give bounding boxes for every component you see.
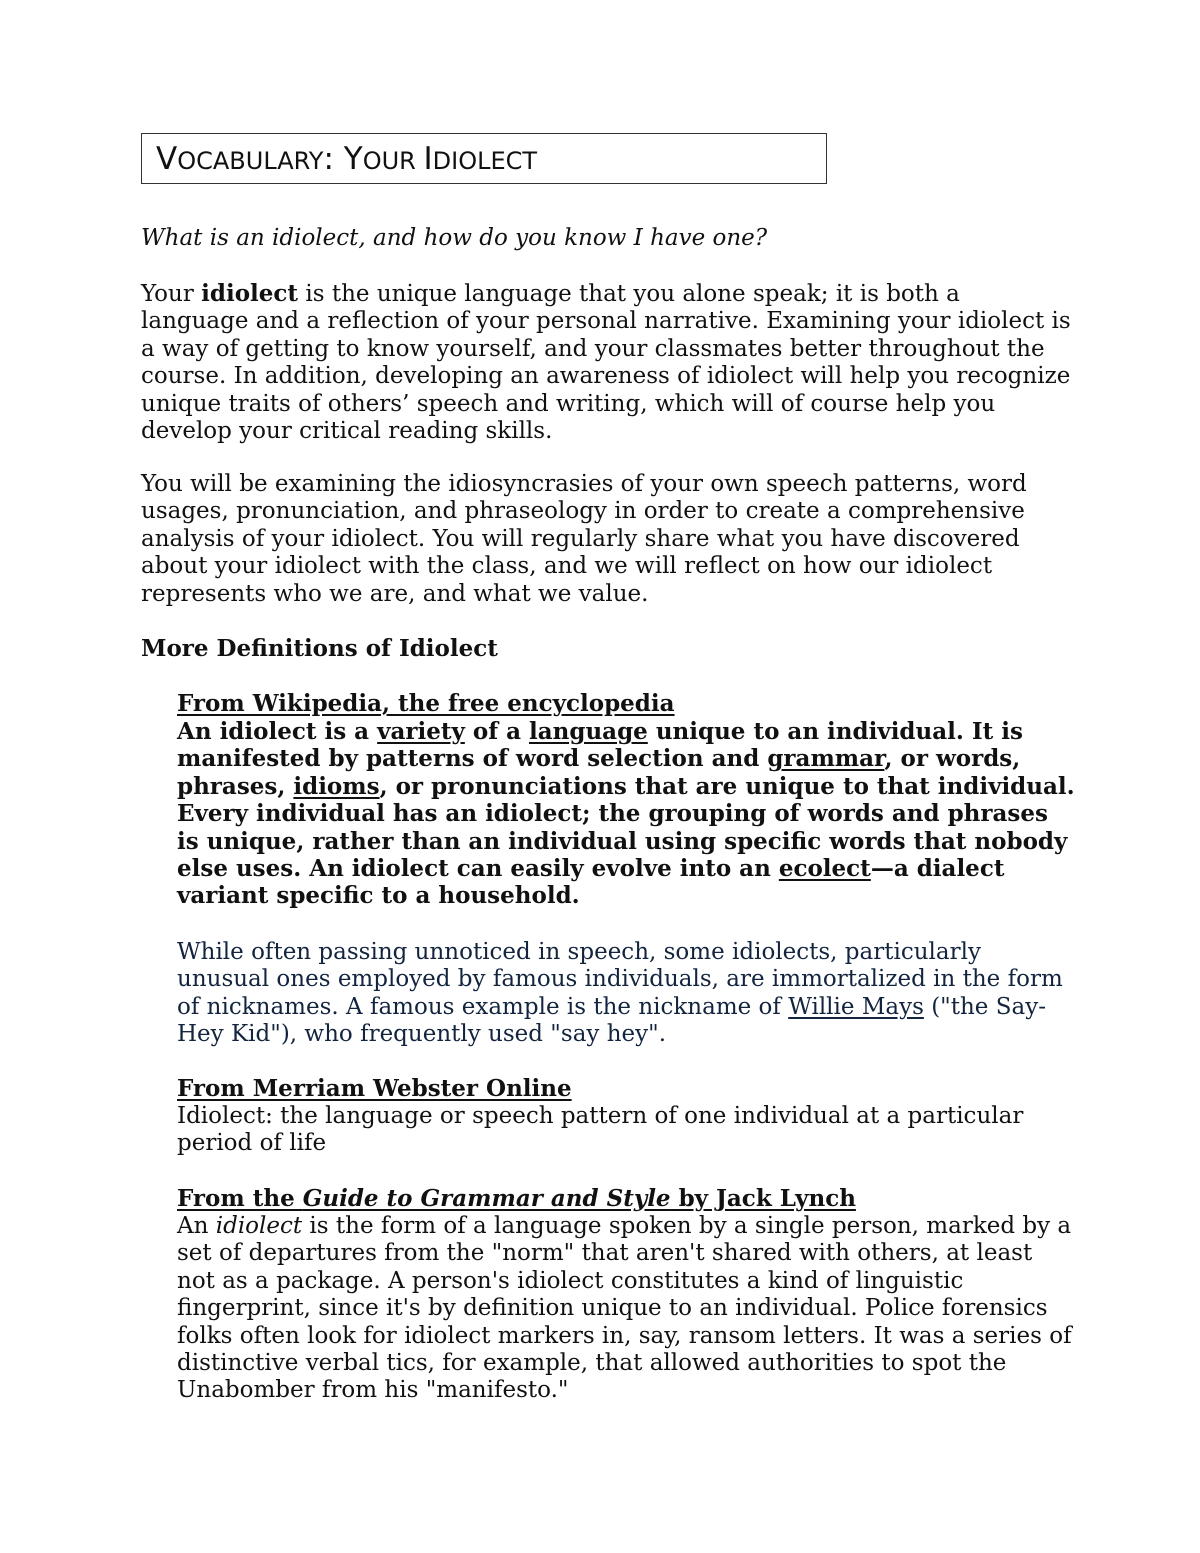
title-idiolect-rest: DIOLECT <box>432 147 538 175</box>
page-title <box>141 133 827 184</box>
wiki-text-4: , or words, phrases, <box>177 745 1021 800</box>
wikipedia-heading: From Wikipedia, the free encyclopedia <box>177 690 675 717</box>
wiki-text-3: unique to an individual. It is manifested by patterns of word selection and <box>177 718 1023 773</box>
definitions-heading: More Definitions of Idiolect <box>141 635 498 662</box>
lynch-heading <box>177 1185 1077 1212</box>
title-your-rest: OUR <box>362 147 424 175</box>
question-text: What is an idiolect, and how do you know I have one? <box>141 225 768 251</box>
link-willie-mays[interactable]: Willie Mays <box>788 993 924 1020</box>
intro-p1-start: Your <box>141 281 202 307</box>
intro-paragraph-2: You will be examining the idiosyncrasies of your own speech patterns, word usages, pronunciation, and phraseology in order to create a comprehensive analysis of your idiolect. You will regularly share what you have discovered about your idiolect with the class, and we will reflect on how our idiolect represents who we are, and what we value. <box>141 471 1027 607</box>
intro-idiolect-term: idiolect <box>201 280 299 307</box>
link-idioms[interactable]: idioms <box>293 772 380 800</box>
link-ecolect[interactable]: ecolect <box>778 855 871 883</box>
link-language[interactable]: language <box>529 718 648 745</box>
lynch-idiolect-term: idiolect <box>215 1213 303 1239</box>
wiki-text-2: of a <box>464 718 530 745</box>
title-colon: : <box>323 141 344 177</box>
merriam-definition: Idiolect: the language or speech pattern of one individual at a particular period of life <box>177 1103 1024 1157</box>
lynch-text-2: is the form of a language spoken by a single person, marked by a set of departures from the "norm" that aren't shared with others, at least not as a package. A person's idiolect constitutes a kind of linguistic fingerprint, since it's by definition unique to an individual. Police forensics folks often look for idiolect markers in, say, ransom letters. It was a series of distinctive verbal tics, for example, that allowed authorities to spot the Unabomber from his "manifesto." <box>177 1213 1072 1404</box>
wiki-text-5: , or pronunciations that are unique to that individual. Every individual has an idiolect; the grouping of words and phrases is unique, rather than an individual using specific words that nobody else uses. An idiolect can easily evolve into an <box>177 772 1075 883</box>
link-variety[interactable]: variety <box>377 718 465 745</box>
wikipedia-definition <box>177 718 1077 910</box>
title-letter-v: V <box>156 141 178 177</box>
lynch-heading-start: From the <box>177 1185 303 1212</box>
lynch-heading-end: by Jack Lynch <box>670 1185 856 1212</box>
lynch-book-title: Guide to Grammar and Style <box>302 1185 671 1212</box>
title-vocabulary-rest: OCABULARY <box>177 147 324 175</box>
title-letter-y: Y <box>343 141 363 177</box>
wiki-p2-start: While often passing unnoticed in speech, some idiolects, particularly unusual ones employed by famous individuals, are immortalized in the form of nicknames. A famous example is the nickname of <box>177 939 1063 1020</box>
wiki-p2-end: ("the Say-Hey Kid"), who frequently used "say hey". <box>177 993 1046 1048</box>
wikipedia-nickname-paragraph <box>177 939 1077 1049</box>
wiki-text-6: —a dialect variant specific to a household. <box>177 855 1005 910</box>
intro-paragraph-1 <box>141 280 1071 445</box>
title-letter-i: I <box>423 141 433 177</box>
intro-p1-rest: is the unique language that you alone speak; it is both a language and a reflection of your personal narrative. Examining your idiolect is a way of getting to know yourself, and your classmates better throughout the course. In addition, developing an awareness of idiolect will help you recognize unique traits of others’ speech and writing, which will of course help you develop your critical reading skills. <box>141 281 1071 445</box>
merriam-heading: From Merriam Webster Online <box>177 1075 572 1102</box>
lynch-definition <box>177 1213 1077 1405</box>
wiki-text-1: An idiolect is a <box>177 718 378 745</box>
lynch-text-1: An <box>177 1213 216 1239</box>
link-grammar[interactable]: grammar <box>767 745 885 773</box>
